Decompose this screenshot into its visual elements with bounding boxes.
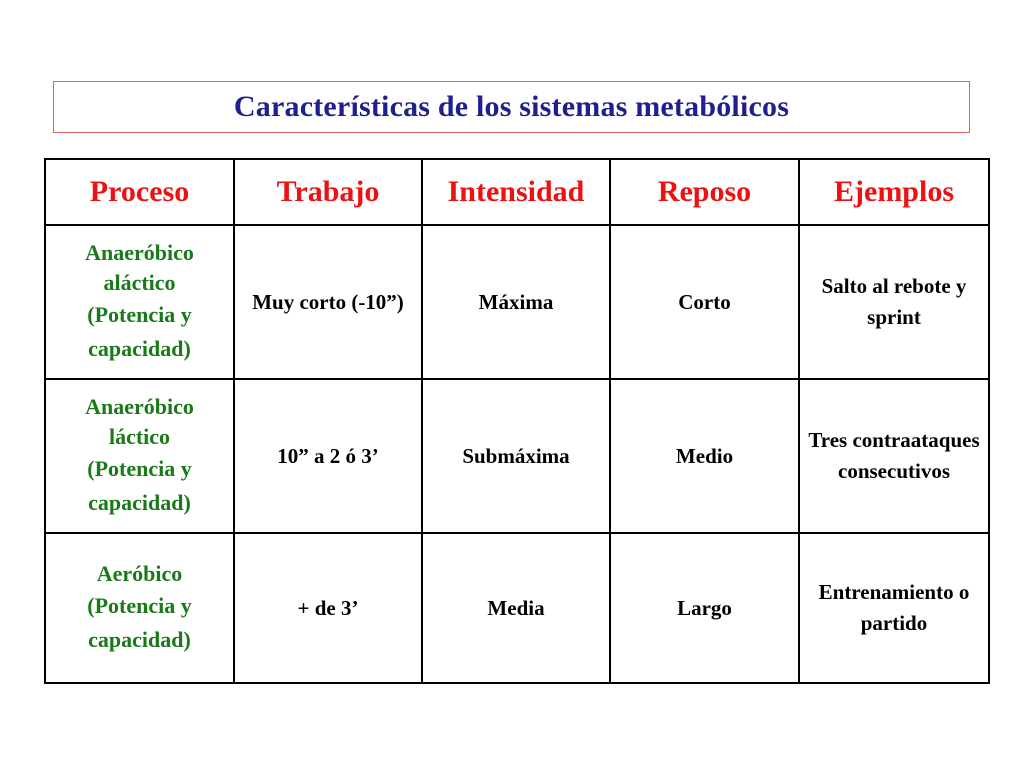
reposo-cell: Corto (610, 225, 799, 379)
proceso-detail: (Potencia y capacidad) (87, 302, 192, 361)
header-trabajo: Trabajo (234, 159, 422, 225)
table-row (45, 225, 989, 379)
reposo-cell: Largo (610, 533, 799, 683)
proceso-name: Anaeróbico aláctico (85, 240, 194, 295)
proceso-cell (45, 379, 234, 533)
trabajo-cell: + de 3’ (234, 533, 422, 683)
proceso-name: Aeróbico (96, 561, 183, 586)
header-intensidad: Intensidad (422, 159, 610, 225)
intensidad-cell: Máxima (422, 225, 610, 379)
ejemplos-cell: Salto al rebote y sprint (799, 225, 989, 379)
table-row (45, 533, 989, 683)
ejemplos-cell: Tres contraataques consecutivos (799, 379, 989, 533)
trabajo-cell: Muy corto (-10”) (234, 225, 422, 379)
proceso-detail: (Potencia y capacidad) (87, 456, 192, 515)
proceso-name: Anaeróbico láctico (85, 394, 194, 449)
table-row (45, 379, 989, 533)
reposo-cell: Medio (610, 379, 799, 533)
metabolic-systems-table (44, 158, 990, 684)
header-proceso: Proceso (45, 159, 234, 225)
header-ejemplos: Ejemplos (799, 159, 989, 225)
trabajo-cell: 10” a 2 ó 3’ (234, 379, 422, 533)
proceso-cell (45, 533, 234, 683)
table-header-row (45, 159, 989, 225)
intensidad-cell: Submáxima (422, 379, 610, 533)
proceso-detail: (Potencia y capacidad) (87, 593, 192, 652)
header-reposo: Reposo (610, 159, 799, 225)
intensidad-cell: Media (422, 533, 610, 683)
ejemplos-cell: Entrenamiento o partido (799, 533, 989, 683)
proceso-cell (45, 225, 234, 379)
title-box (53, 81, 970, 133)
page-title: Características de los sistemas metabólicos (233, 90, 790, 123)
